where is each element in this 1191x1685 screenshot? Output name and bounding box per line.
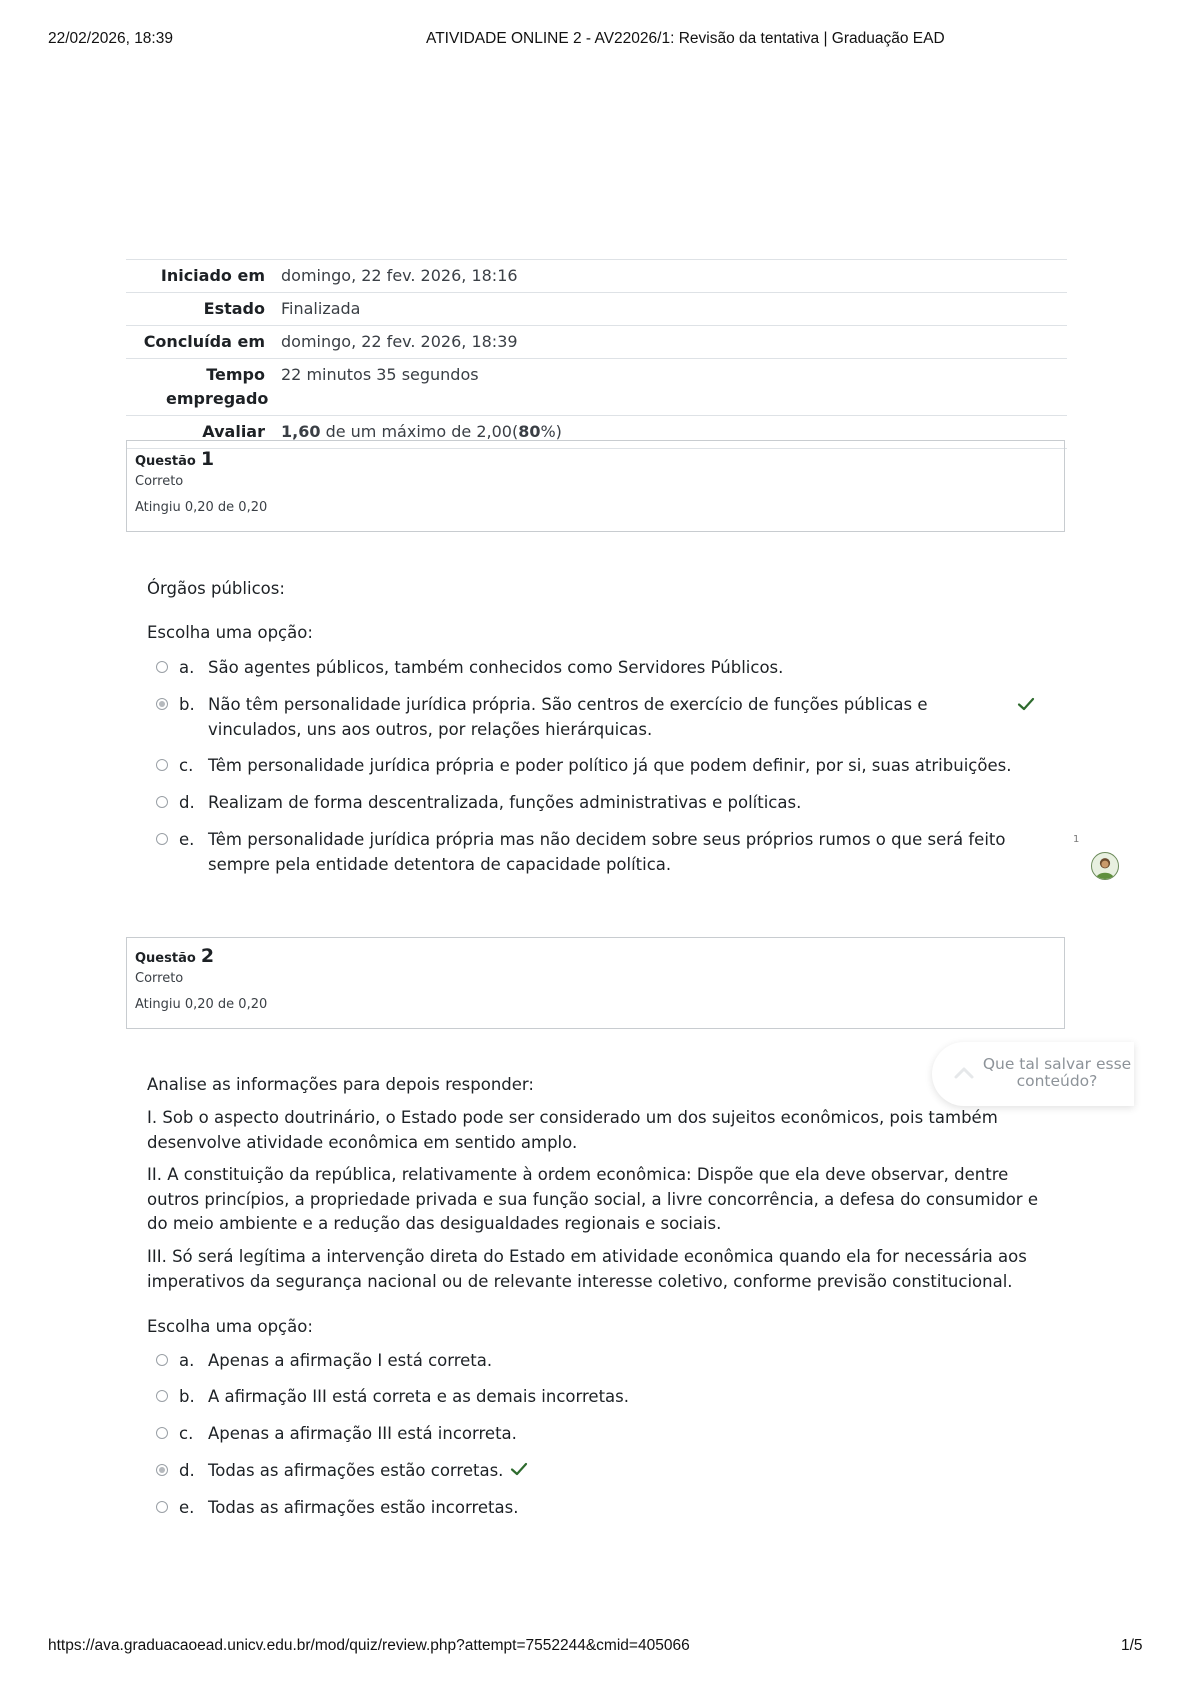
option-letter: c. bbox=[179, 1424, 194, 1443]
print-url: https://ava.graduacaoead.unicv.edu.br/mod/quiz/review.php?attempt=7552244&cmid=405066 bbox=[48, 1637, 690, 1654]
assistant-avatar[interactable] bbox=[1091, 852, 1119, 880]
print-datetime: 22/02/2026, 18:39 bbox=[48, 30, 173, 47]
q2-option-b[interactable] bbox=[156, 1385, 1026, 1411]
q1-option-e[interactable] bbox=[156, 828, 1026, 878]
question-1-info bbox=[126, 440, 1065, 532]
save-content-text: Que tal salvar esse conteúdo? bbox=[982, 1055, 1132, 1090]
summary-row-started bbox=[126, 259, 1067, 292]
option-text: Todas as afirmações estão incorretas. bbox=[208, 1498, 519, 1517]
summary-value: domingo, 22 fev. 2026, 18:16 bbox=[281, 266, 518, 285]
print-page-title: ATIVIDADE ONLINE 2 - AV22026/1: Revisão da tentativa | Graduação EAD bbox=[426, 30, 945, 47]
summary-label: Tempo empregado bbox=[166, 365, 269, 408]
summary-label: Concluída em bbox=[143, 332, 265, 351]
option-letter: a. bbox=[179, 658, 195, 677]
option-letter: b. bbox=[179, 1387, 195, 1406]
summary-row-state bbox=[126, 292, 1067, 325]
summary-value: 22 minutos 35 segundos bbox=[281, 365, 479, 384]
q2-option-a[interactable] bbox=[156, 1349, 1026, 1375]
question-state: Correto bbox=[135, 474, 184, 489]
q1-option-a[interactable] bbox=[156, 656, 1026, 682]
question-title: Questão bbox=[135, 454, 196, 469]
question-2-prompt: Escolha uma opção: bbox=[147, 1317, 313, 1336]
question-2-statement-3: III. Só será legítima a intervenção direta do Estado em atividade econômica quando ela for necessária aos imperativos da segurança nacional ou de relevante interesse coletivo, conforme previsão constitucional. bbox=[147, 1247, 1027, 1291]
question-1-text: Órgãos públicos: bbox=[147, 579, 285, 598]
summary-label: Estado bbox=[203, 299, 265, 318]
summary-value: Finalizada bbox=[281, 299, 361, 318]
radio-button-selected[interactable] bbox=[156, 1464, 168, 1476]
grade-score: 1,60 bbox=[281, 422, 321, 441]
print-page-number: 1/5 bbox=[1121, 1637, 1143, 1654]
option-letter: c. bbox=[179, 756, 194, 775]
radio-button[interactable] bbox=[156, 1501, 168, 1513]
option-letter: d. bbox=[179, 1461, 195, 1480]
option-letter: e. bbox=[179, 1498, 195, 1517]
option-text: A afirmação III está correta e as demais incorretas. bbox=[208, 1387, 629, 1406]
question-number: 1 bbox=[200, 448, 215, 470]
q2-option-d[interactable] bbox=[156, 1459, 1026, 1485]
option-letter: a. bbox=[179, 1351, 195, 1370]
option-text: Não têm personalidade jurídica própria. São centros de exercício de funções públicas e vinculados, uns aos outros, por relações hierárquicas. bbox=[208, 695, 928, 739]
option-letter: e. bbox=[179, 830, 195, 849]
summary-row-time-taken bbox=[126, 358, 1067, 415]
question-title: Questão bbox=[135, 951, 196, 966]
question-number: 2 bbox=[200, 945, 215, 967]
summary-value: domingo, 22 fev. 2026, 18:39 bbox=[281, 332, 518, 351]
option-text-label: Todas as afirmações estão corretas. bbox=[208, 1461, 504, 1480]
radio-button[interactable] bbox=[156, 1427, 168, 1439]
option-text: Apenas a afirmação I está correta. bbox=[208, 1351, 493, 1370]
question-2-info bbox=[126, 937, 1065, 1029]
radio-button[interactable] bbox=[156, 661, 168, 673]
save-content-widget[interactable] bbox=[932, 1042, 1134, 1106]
radio-button-selected[interactable] bbox=[156, 698, 168, 710]
correct-check-icon bbox=[509, 1459, 529, 1479]
question-2-statement-1: I. Sob o aspecto doutrinário, o Estado pode ser considerado um dos sujeitos econômicos, pois também desenvolve atividade econômica em sentido amplo. bbox=[147, 1108, 998, 1152]
grade-percent: 80 bbox=[518, 422, 541, 441]
option-text bbox=[208, 1459, 529, 1484]
radio-button[interactable] bbox=[156, 833, 168, 845]
avatar-person-icon bbox=[1092, 853, 1118, 879]
summary-row-completed bbox=[126, 325, 1067, 358]
chevron-up-icon bbox=[950, 1060, 978, 1088]
summary-label: Iniciado em bbox=[160, 266, 265, 285]
radio-button[interactable] bbox=[156, 1354, 168, 1366]
option-letter: b. bbox=[179, 695, 195, 714]
option-text: Realizam de forma descentralizada, funções administrativas e políticas. bbox=[208, 793, 802, 812]
option-text: São agentes públicos, também conhecidos como Servidores Públicos. bbox=[208, 658, 784, 677]
q2-option-e[interactable] bbox=[156, 1496, 1026, 1522]
radio-button[interactable] bbox=[156, 1390, 168, 1402]
summary-label: Avaliar bbox=[202, 422, 265, 441]
question-grade: Atingiu 0,20 de 0,20 bbox=[135, 500, 268, 515]
option-letter: d. bbox=[179, 793, 195, 812]
question-2-statement-2: II. A constituição da república, relativamente à ordem econômica: Dispõe que ela deve observar, dentre outros princípios, a propriedade privada e sua função social, a livre concorrência, a defesa do consumidor e do meio ambiente e a redução das desigualdades regionais e sociais. bbox=[147, 1165, 1038, 1233]
correct-check-icon bbox=[1016, 694, 1036, 714]
notification-count-badge: 1 bbox=[1073, 834, 1080, 845]
q1-option-c[interactable] bbox=[156, 754, 1026, 780]
radio-button[interactable] bbox=[156, 759, 168, 771]
q2-option-c[interactable] bbox=[156, 1422, 1026, 1448]
q1-option-d[interactable] bbox=[156, 791, 1026, 817]
q1-option-b[interactable] bbox=[156, 693, 1026, 743]
attempt-summary-table bbox=[126, 259, 1067, 449]
option-text: Têm personalidade jurídica própria mas não decidem sobre seus próprios rumos o que será feito sempre pela entidade detentora de capacidade política. bbox=[208, 830, 1006, 874]
question-state: Correto bbox=[135, 971, 184, 986]
grade-middle: de um máximo de 2,00( bbox=[320, 422, 519, 441]
radio-button[interactable] bbox=[156, 796, 168, 808]
grade-suffix: %) bbox=[540, 422, 562, 441]
question-1-prompt: Escolha uma opção: bbox=[147, 623, 313, 642]
question-2-text: Analise as informações para depois responder: bbox=[147, 1075, 534, 1094]
option-text: Têm personalidade jurídica própria e poder político já que podem definir, por si, suas atribuições. bbox=[208, 756, 1012, 775]
question-grade: Atingiu 0,20 de 0,20 bbox=[135, 997, 268, 1012]
option-text: Apenas a afirmação III está incorreta. bbox=[208, 1424, 517, 1443]
